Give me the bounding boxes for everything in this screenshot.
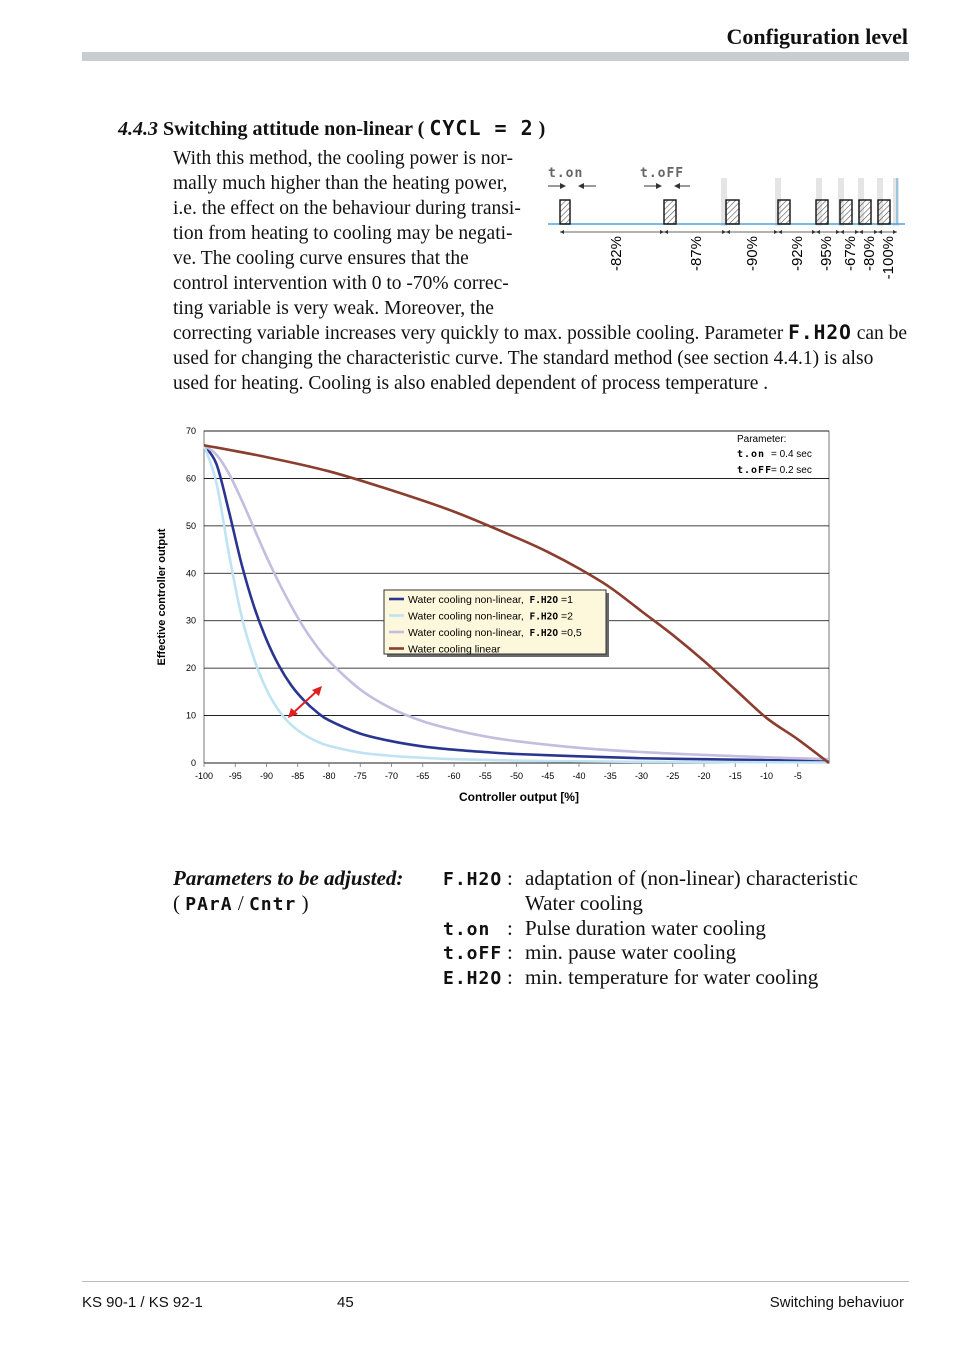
body-paragraph-narrow [173, 146, 538, 321]
period-arrowhead [855, 230, 859, 234]
param-desc: min. pause water cooling [525, 940, 737, 964]
param-desc: Pulse duration water cooling [525, 916, 766, 940]
param-code: F.H2O [443, 869, 503, 890]
body-line: mally much higher than the heating power, [173, 173, 508, 194]
x-tick-label: -30 [634, 771, 649, 781]
pulse [878, 200, 890, 224]
pulse [840, 200, 852, 224]
period-arrowhead [816, 230, 820, 234]
param-code: t.oFF [443, 943, 503, 964]
pulse-cycle-markers [721, 178, 899, 226]
subtitle-close: ) [301, 891, 309, 915]
period-arrowhead [840, 230, 844, 234]
y-axis-label: Effective controller output [156, 528, 168, 666]
cycle-marker [893, 178, 899, 226]
x-tick-label: -5 [793, 771, 802, 781]
y-tick-label: 50 [185, 520, 196, 531]
x-tick-label: -50 [509, 771, 524, 781]
chart-legend [384, 590, 609, 657]
period-arrowhead [836, 230, 840, 234]
section-close: ) [538, 118, 546, 140]
percent-label: -80% [861, 236, 878, 272]
pulse-percent-labels [608, 236, 897, 279]
param-row-eh2o: E.H2O : min. temperature for water cooling [443, 965, 819, 989]
percent-label: -67% [842, 236, 859, 272]
y-tick-label: 40 [185, 568, 196, 579]
param-desc: adaptation of (non-linear) characteristic [525, 866, 858, 890]
footer-section: Switching behaviuor [769, 1294, 904, 1311]
parameter-box-title: Parameter: [737, 434, 787, 445]
percent-label: -90% [744, 236, 761, 272]
percent-label: -95% [818, 236, 835, 272]
footer-rule [82, 1281, 909, 1282]
x-tick-label: -90 [259, 771, 274, 781]
body-line: i.e. the effect on the behaviour during transi- [173, 198, 521, 219]
param-code: t.on [443, 919, 491, 940]
subtitle-open: ( [173, 891, 180, 915]
ton-label: t.on [548, 166, 584, 181]
x-axis-label: Controller output [%] [459, 790, 579, 804]
period-arrowhead [726, 230, 730, 234]
pulse-period-arrows [560, 230, 897, 234]
body-code: F.H2O [788, 321, 852, 344]
toff-label: t.oFF [640, 166, 685, 181]
y-tick-label: 70 [185, 426, 196, 436]
subtitle-code-para: PArA [185, 894, 233, 915]
parameters-block [173, 866, 908, 989]
y-tick-label: 20 [185, 663, 196, 674]
parameter-toff-code: t.oFF [737, 465, 773, 476]
body-text-b: can be used for changing the characteristic curve. The standard method (see section 4.4.1) is also used for heating. Cooling is also enabled dependent of process temperature . [173, 323, 908, 394]
period-arrowhead [778, 230, 782, 234]
pulse [859, 200, 871, 224]
legend-label: Water cooling non-linear, F.H2O =1 [408, 594, 573, 606]
period-arrowhead [664, 230, 668, 234]
x-tick-label: -60 [447, 771, 461, 781]
parameter-ton-code: t.on [737, 449, 766, 460]
body-line: ve. The cooling curve ensures that the [173, 248, 469, 269]
percent-label: -87% [688, 236, 705, 272]
section-title: Switching attitude non-linear ( [163, 118, 425, 140]
legend-label: Water cooling non-linear, F.H2O =0,5 [408, 627, 582, 639]
x-tick-label: -55 [478, 771, 492, 781]
body-text-a: correcting variable increases very quickly to max. possible cooling. Parameter [173, 323, 789, 344]
percent-label: -92% [789, 236, 806, 272]
body-line: ting variable is very weak. Moreover, the [173, 298, 494, 319]
section-number: 4.4.3 [118, 118, 158, 140]
legend-label: Water cooling linear [408, 643, 501, 656]
parameters-title: Parameters to be adjusted: [173, 866, 404, 890]
y-tick-label: 0 [190, 758, 196, 768]
period-arrowhead [660, 230, 664, 234]
y-tick-labels [186, 426, 196, 768]
param-row-toff: t.oFF : min. pause water cooling [443, 940, 737, 964]
body-line: With this method, the cooling power is nor- [173, 148, 514, 169]
footer-page-number: 45 [337, 1294, 354, 1311]
pulse [778, 200, 790, 224]
subtitle-code-cntr: Cntr [248, 894, 297, 915]
param-row-fh2o: F.H2O : adaptation of (non-linear) characteristic [443, 866, 858, 890]
x-tick-label: -10 [759, 771, 774, 781]
period-arrowhead [560, 230, 564, 234]
page-header-title: Configuration level [726, 24, 908, 49]
cooling-chart [150, 420, 850, 815]
period-arrowhead [774, 230, 778, 234]
pulse [560, 200, 570, 224]
param-row-continuation [443, 891, 643, 916]
section-code: CYCL = 2 [429, 116, 534, 140]
x-tick-label: -20 [697, 771, 711, 781]
pulse-ton-label-group [548, 166, 596, 189]
period-arrowhead [859, 230, 863, 234]
period-arrowhead [812, 230, 816, 234]
subtitle-separator: / [237, 891, 244, 915]
x-tick-label: -40 [572, 771, 586, 781]
body-line: control intervention with 0 to -70% correc- [173, 273, 509, 294]
x-tick-label: -25 [666, 771, 680, 781]
parameter-toff-value: = 0.2 sec [771, 465, 812, 476]
x-tick-label: -100 [194, 771, 214, 781]
param-desc: Water cooling [525, 891, 643, 915]
x-tick-label: -35 [603, 771, 617, 781]
x-tick-label: -95 [228, 771, 242, 781]
pulse [726, 200, 739, 224]
x-tick-label: -65 [416, 771, 430, 781]
section-heading [118, 116, 545, 141]
x-tick-label: -70 [384, 771, 399, 781]
y-tick-label: 60 [185, 473, 196, 484]
param-code: E.H2O [443, 968, 503, 989]
param-row-ton: t.on : Pulse duration water cooling [443, 916, 766, 940]
footer-product: KS 90-1 / KS 92-1 [82, 1294, 203, 1311]
y-tick-label: 10 [185, 710, 196, 721]
x-tick-labels [195, 771, 802, 781]
period-arrowhead [878, 230, 882, 234]
pulse-diagram [540, 158, 910, 298]
percent-label: -82% [608, 236, 625, 272]
header-rule [82, 52, 909, 61]
y-tick-label: 30 [185, 615, 196, 626]
period-arrowhead [893, 230, 897, 234]
legend-label: Water cooling non-linear, F.H2O =2 [408, 610, 573, 623]
param-desc: min. temperature for water cooling [525, 965, 819, 989]
period-arrowhead [874, 230, 878, 234]
pulse-toff-label-group [640, 166, 690, 189]
x-tick-label: -75 [353, 771, 367, 781]
parameter-ton-value: = 0.4 sec [771, 449, 812, 460]
x-tick-label: -85 [291, 771, 305, 781]
x-tick-label: -45 [541, 771, 555, 781]
pulse [664, 200, 676, 224]
x-tick-label: -80 [322, 771, 336, 781]
pulse [816, 200, 828, 224]
percent-label: -100% [880, 236, 897, 280]
x-tick-label: -15 [728, 771, 742, 781]
body-line: tion from heating to cooling may be negati- [173, 223, 513, 244]
period-arrowhead [722, 230, 726, 234]
body-paragraph-wide [173, 320, 908, 396]
